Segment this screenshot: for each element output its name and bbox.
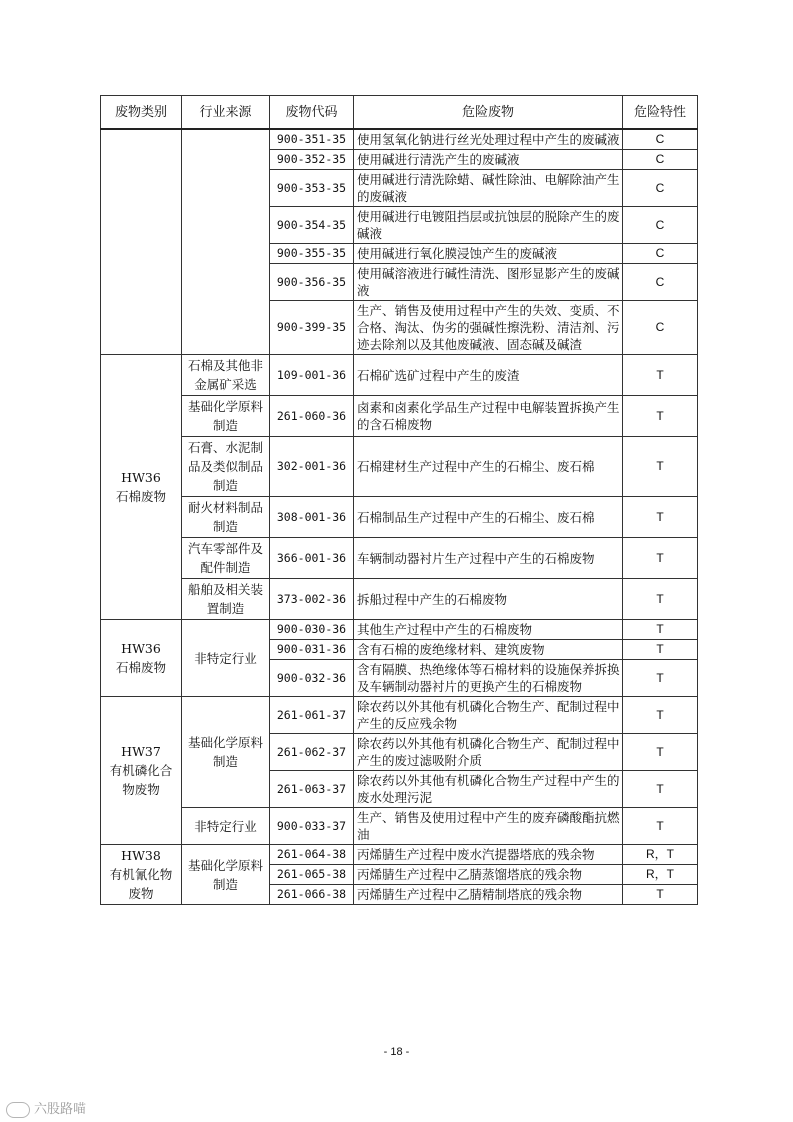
hazard-characteristic: T (623, 734, 698, 771)
waste-description: 使用碱进行氧化膜浸蚀产生的废碱液 (354, 244, 623, 264)
waste-description: 石棉矿选矿过程中产生的废渣 (354, 355, 623, 396)
waste-description: 石棉建材生产过程中产生的石棉尘、废石棉 (354, 437, 623, 497)
waste-code: 900-356-35 (270, 264, 354, 301)
category-code: HW36 (121, 641, 161, 656)
industry-source: 非特定行业 (182, 808, 270, 845)
table-row (101, 845, 698, 865)
hazard-characteristic: T (623, 808, 698, 845)
waste-description: 拆船过程中产生的石棉废物 (354, 579, 623, 620)
category-name: 有机磷化合物废物 (109, 763, 173, 797)
industry-source: 基础化学原料制造 (182, 697, 270, 808)
waste-code: 900-032-36 (270, 660, 354, 697)
hazard-characteristic: C (623, 207, 698, 244)
hazard-characteristic: T (623, 771, 698, 808)
waste-code: 261-061-37 (270, 697, 354, 734)
table-row (101, 437, 698, 497)
waste-description: 含有隔膜、热绝缘体等石棉材料的设施保养拆换及车辆制动器衬片的更换产生的石棉废物 (354, 660, 623, 697)
waste-description: 使用氢氧化钠进行丝光处理过程中产生的废碱液 (354, 129, 623, 150)
category-code: HW36 (121, 470, 161, 485)
header-industry: 行业来源 (182, 96, 270, 130)
category-name: 石棉废物 (115, 489, 166, 504)
table-row (101, 396, 698, 437)
industry-source: 石膏、水泥制品及类似制品制造 (182, 437, 270, 497)
waste-code: 900-399-35 (270, 301, 354, 355)
waste-description: 使用碱溶液进行碱性清洗、图形显影产生的废碱液 (354, 264, 623, 301)
hazard-characteristic: R，T (623, 865, 698, 885)
waste-description: 卤素和卤素化学品生产过程中电解装置拆换产生的含石棉废物 (354, 396, 623, 437)
waste-description: 丙烯腈生产过程中废水汽提器塔底的残余物 (354, 845, 623, 865)
hazard-characteristic: R，T (623, 845, 698, 865)
hazard-characteristic: C (623, 264, 698, 301)
waste-description: 含有石棉的废绝缘材料、建筑废物 (354, 640, 623, 660)
category-cell-hw38 (101, 845, 182, 905)
hazard-characteristic: T (623, 437, 698, 497)
hazard-characteristic: T (623, 396, 698, 437)
waste-code: 900-033-37 (270, 808, 354, 845)
table-row (101, 538, 698, 579)
table-row (101, 579, 698, 620)
waste-code: 366-001-36 (270, 538, 354, 579)
table-row (101, 808, 698, 845)
waste-code: 900-355-35 (270, 244, 354, 264)
waste-code: 900-031-36 (270, 640, 354, 660)
watermark (6, 1098, 86, 1118)
category-cell-empty (101, 129, 182, 355)
header-waste: 危险废物 (354, 96, 623, 130)
hazard-characteristic: T (623, 538, 698, 579)
category-cell-hw37 (101, 697, 182, 845)
table-row (101, 697, 698, 734)
hazardous-waste-table (100, 95, 698, 905)
waste-description: 生产、销售及使用过程中产生的失效、变质、不合格、淘汰、伪劣的强碱性擦洗粉、清洁剂、污迹去除剂以及其他废碱液、固态碱及碱渣 (354, 301, 623, 355)
waste-code: 261-062-37 (270, 734, 354, 771)
waste-description: 除农药以外其他有机磷化合物生产过程中产生的废水处理污泥 (354, 771, 623, 808)
table-row (101, 129, 698, 150)
category-cell-hw36 (101, 355, 182, 620)
industry-source: 基础化学原料制造 (182, 396, 270, 437)
hazard-characteristic: T (623, 355, 698, 396)
category-cell-hw36 (101, 620, 182, 697)
industry-source: 基础化学原料制造 (182, 845, 270, 905)
waste-description: 生产、销售及使用过程中产生的废弃磷酸酯抗燃油 (354, 808, 623, 845)
hazard-characteristic: T (623, 497, 698, 538)
waste-code: 261-063-37 (270, 771, 354, 808)
waste-description: 车辆制动器衬片生产过程中产生的石棉废物 (354, 538, 623, 579)
hazard-characteristic: T (623, 640, 698, 660)
hazard-characteristic: C (623, 150, 698, 170)
waste-description: 其他生产过程中产生的石棉废物 (354, 620, 623, 640)
waste-code: 302-001-36 (270, 437, 354, 497)
waste-code: 900-030-36 (270, 620, 354, 640)
waste-description: 除农药以外其他有机磷化合物生产、配制过程中产生的废过滤吸附介质 (354, 734, 623, 771)
hazard-characteristic: C (623, 170, 698, 207)
waste-description: 丙烯腈生产过程中乙腈精制塔底的残余物 (354, 885, 623, 905)
waste-code: 261-065-38 (270, 865, 354, 885)
hazard-characteristic: T (623, 620, 698, 640)
waste-description: 石棉制品生产过程中产生的石棉尘、废石棉 (354, 497, 623, 538)
waste-code: 900-353-35 (270, 170, 354, 207)
header-hazard: 危险特性 (623, 96, 698, 130)
watermark-text: 六股路喵 (34, 1101, 87, 1116)
table-row (101, 620, 698, 640)
waste-code: 308-001-36 (270, 497, 354, 538)
hazard-characteristic: T (623, 579, 698, 620)
industry-source: 石棉及其他非金属矿采选 (182, 355, 270, 396)
category-code: HW38 (121, 848, 161, 863)
hazard-characteristic: C (623, 129, 698, 150)
hazard-characteristic: C (623, 301, 698, 355)
waste-description: 丙烯腈生产过程中乙腈蒸馏塔底的残余物 (354, 865, 623, 885)
hazard-characteristic: T (623, 885, 698, 905)
category-name: 有机氰化物废物 (109, 867, 173, 901)
waste-code: 261-064-38 (270, 845, 354, 865)
watermark-logo-icon (6, 1102, 30, 1118)
waste-code: 109-001-36 (270, 355, 354, 396)
category-code: HW37 (121, 744, 161, 759)
industry-cell-empty (182, 129, 270, 355)
hazard-characteristic: C (623, 244, 698, 264)
table-header-row (101, 96, 698, 130)
header-category: 废物类别 (101, 96, 182, 130)
waste-code: 261-060-36 (270, 396, 354, 437)
table-row (101, 355, 698, 396)
waste-description: 使用碱进行清洗除蜡、碱性除油、电解除油产生的废碱液 (354, 170, 623, 207)
industry-source: 汽车零部件及配件制造 (182, 538, 270, 579)
waste-code: 900-354-35 (270, 207, 354, 244)
industry-source: 非特定行业 (182, 620, 270, 697)
waste-description: 使用碱进行电镀阻挡层或抗蚀层的脱除产生的废碱液 (354, 207, 623, 244)
waste-description: 使用碱进行清洗产生的废碱液 (354, 150, 623, 170)
header-code: 废物代码 (270, 96, 354, 130)
hazard-characteristic: T (623, 660, 698, 697)
category-name: 石棉废物 (115, 660, 166, 675)
hazard-characteristic: T (623, 697, 698, 734)
waste-code: 261-066-38 (270, 885, 354, 905)
table-row (101, 497, 698, 538)
industry-source: 耐火材料制品制造 (182, 497, 270, 538)
waste-code: 900-352-35 (270, 150, 354, 170)
industry-source: 船舶及相关装置制造 (182, 579, 270, 620)
waste-code: 900-351-35 (270, 129, 354, 150)
waste-description: 除农药以外其他有机磷化合物生产、配制过程中产生的反应残余物 (354, 697, 623, 734)
page-number: - 18 - (383, 1046, 410, 1058)
waste-code: 373-002-36 (270, 579, 354, 620)
